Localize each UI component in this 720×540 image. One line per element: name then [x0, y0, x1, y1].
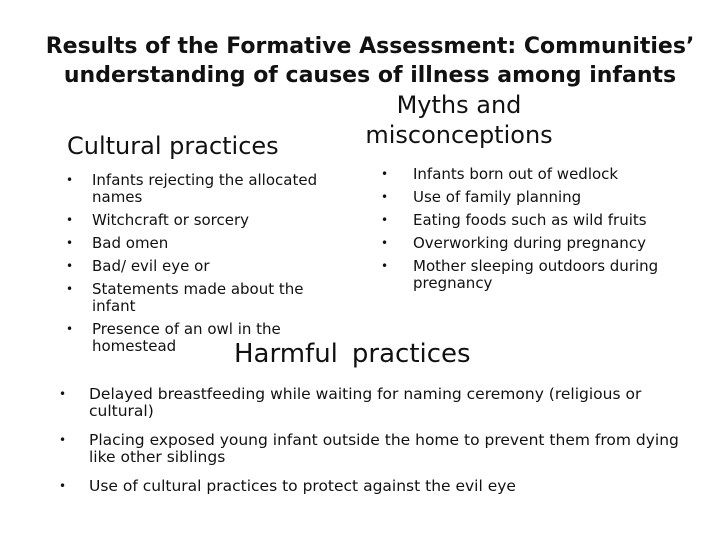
list-item-text: Placing exposed young infant outside the home to prevent them from dying like other siblings	[89, 431, 679, 466]
bullet-icon: •	[381, 190, 389, 204]
bullet-icon: •	[66, 282, 74, 296]
bullet-icon: •	[66, 259, 74, 273]
list-item-text: Mother sleeping outdoors during pregnancy	[413, 257, 659, 292]
heading-word: Harmful	[234, 339, 338, 369]
list-item	[66, 257, 342, 275]
list-item	[381, 165, 683, 183]
list-item	[59, 385, 679, 420]
list-item	[59, 477, 679, 495]
cultural-practices-list	[66, 171, 342, 361]
list-item-text: Presence of an owl in the homestead	[92, 320, 281, 355]
bullet-icon: •	[66, 322, 74, 336]
bullet-icon: •	[59, 387, 67, 401]
cultural-practices-heading: Cultural practices	[67, 132, 279, 160]
bullet-icon: •	[381, 259, 389, 273]
list-item	[66, 234, 342, 252]
myths-heading: Myths and misconceptions	[365, 91, 553, 149]
list-item	[66, 280, 342, 315]
harmful-practices-heading	[234, 340, 471, 368]
myths-list	[381, 165, 683, 298]
list-item-text: Bad/ evil eye or	[92, 257, 210, 275]
list-item-text: Overworking during pregnancy	[413, 234, 646, 252]
list-item	[66, 211, 342, 229]
list-item-text: Use of cultural practices to protect against the evil eye	[89, 477, 516, 495]
bullet-icon: •	[381, 167, 389, 181]
list-item	[381, 257, 683, 292]
slide-title: Results of the Formative Assessment: Communities’ understanding of causes of illness among infants	[45, 34, 695, 88]
list-item	[381, 211, 683, 229]
list-item-text: Eating foods such as wild fruits	[413, 211, 647, 229]
bullet-icon: •	[381, 213, 389, 227]
bullet-icon: •	[59, 433, 67, 447]
list-item	[381, 188, 683, 206]
list-item-text: Use of family planning	[413, 188, 582, 206]
list-item-text: Infants born out of wedlock	[413, 165, 619, 183]
list-item-text: Bad omen	[92, 234, 169, 252]
list-item-text: Statements made about the infant	[92, 280, 304, 315]
list-item	[66, 171, 342, 206]
list-item-text: Infants rejecting the allocated names	[92, 171, 318, 206]
bullet-icon: •	[66, 213, 74, 227]
bullet-icon: •	[59, 479, 67, 493]
bullet-icon: •	[381, 236, 389, 250]
list-item	[59, 431, 679, 466]
list-item-text: Delayed breastfeeding while waiting for naming ceremony (religious or cultural)	[89, 385, 642, 420]
heading-word: practices	[351, 339, 471, 369]
harmful-practices-list	[59, 385, 679, 507]
bullet-icon: •	[66, 236, 74, 250]
bullet-icon: •	[66, 173, 74, 187]
list-item-text: Witchcraft or sorcery	[92, 211, 250, 229]
list-item	[381, 234, 683, 252]
